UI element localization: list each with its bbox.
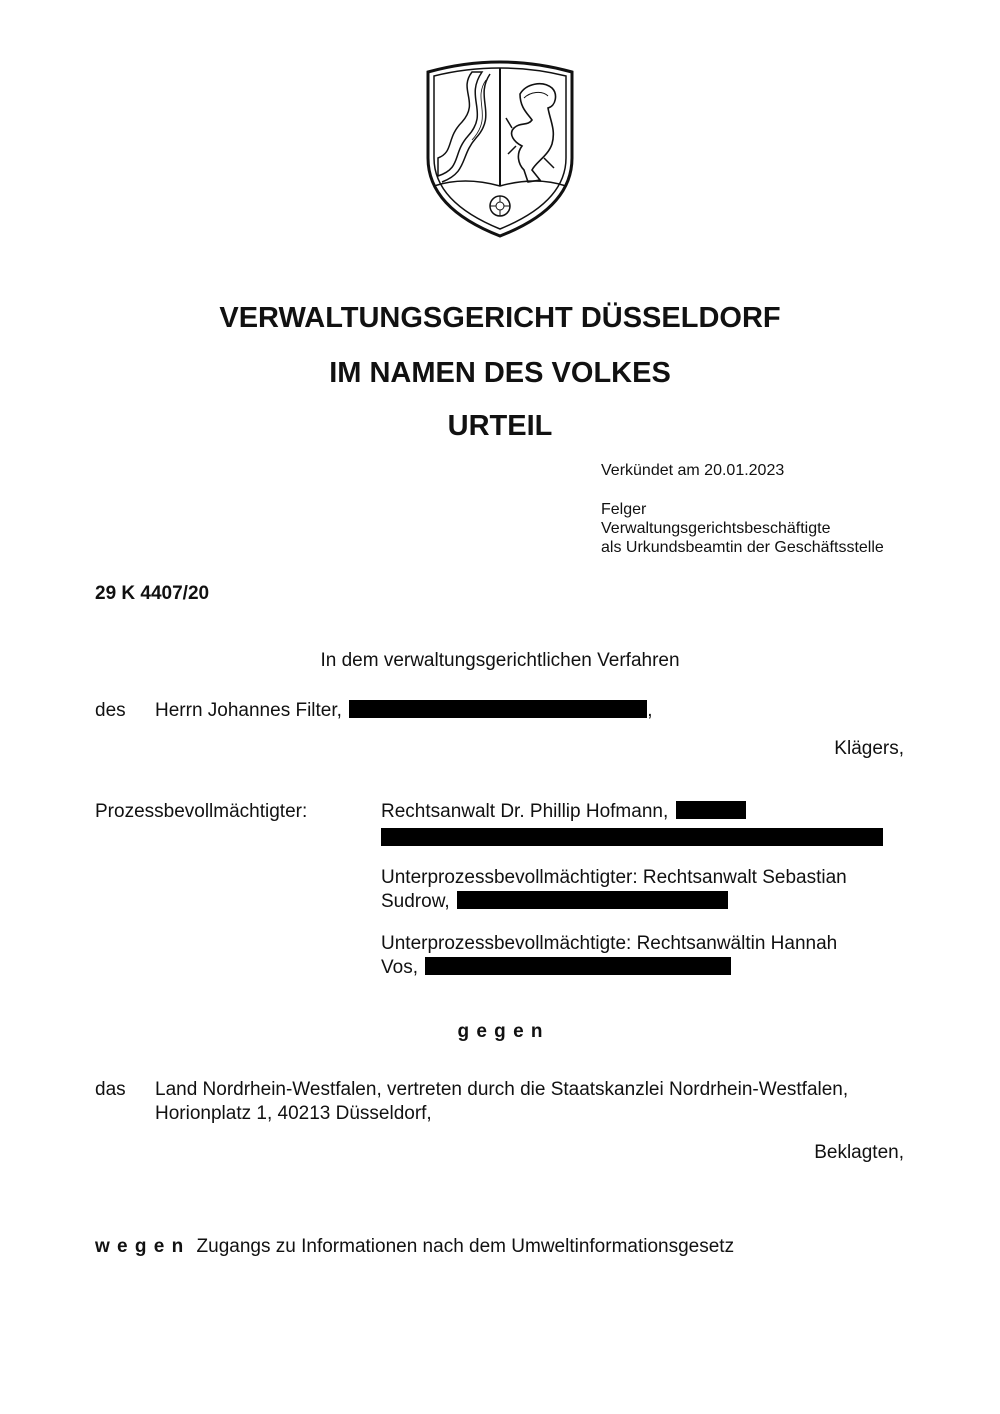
document-type: URTEIL: [447, 410, 553, 442]
judgment-formula: IM NAMEN DES VOLKES: [329, 357, 671, 389]
redaction-bar: [457, 891, 728, 909]
redaction-bar: [676, 801, 746, 819]
plaintiff-name: Herrn Johannes Filter,: [155, 700, 342, 721]
court-name: VERWALTUNGSGERICHT DÜSSELDORF: [219, 302, 781, 334]
redaction-bar: [349, 700, 647, 718]
counsel-main: [381, 800, 746, 824]
clerk-name: Felger: [601, 501, 647, 518]
pronouncement-date: Verkündet am 20.01.2023: [601, 462, 785, 479]
nrw-coat-of-arms-icon: [424, 58, 576, 238]
clerk-title: Verwaltungsgerichtsbeschäftigte: [601, 520, 831, 537]
sub-counsel-1-name: Sudrow,: [381, 891, 450, 912]
counsel-label: Prozessbevollmächtigter:: [95, 801, 308, 822]
defendant-role: Beklagten,: [814, 1142, 904, 1163]
subject-line: [95, 1235, 734, 1259]
case-number: 29 K 4407/20: [95, 583, 210, 604]
procedure-intro: In dem verwaltungsgerichtlichen Verfahren: [320, 650, 680, 671]
defendant-line1: Land Nordrhein-Westfalen, vertreten durch die Staatskanzlei Nordrhein-Westfalen,: [155, 1079, 849, 1100]
versus-label: g e g e n: [457, 1021, 543, 1042]
sub-counsel-2-name: Vos,: [381, 957, 418, 978]
plaintiff-line: [155, 699, 652, 723]
sub-counsel-2-line2: [381, 956, 731, 980]
subject-label: w e g e n: [95, 1236, 184, 1257]
plaintiff-prefix: des: [95, 700, 126, 721]
subject-text: Zugangs zu Informationen nach dem Umweltinformationsgesetz: [196, 1236, 735, 1257]
clerk-role: als Urkundsbeamtin der Geschäftsstelle: [601, 539, 884, 556]
redaction-bar: [425, 957, 731, 975]
sub-counsel-1-line2: [381, 890, 728, 914]
plaintiff-trailing-comma: ,: [647, 700, 653, 721]
counsel-main-name: Rechtsanwalt Dr. Phillip Hofmann,: [381, 801, 669, 822]
sub-counsel-2-line1: Unterprozessbevollmächtigte: Rechtsanwältin Hannah: [381, 933, 838, 954]
plaintiff-role: Klägers,: [834, 738, 904, 759]
defendant-line2: Horionplatz 1, 40213 Düsseldorf,: [155, 1103, 432, 1124]
counsel-address-line: [381, 828, 883, 849]
redaction-bar: [381, 828, 883, 846]
defendant-prefix: das: [95, 1079, 126, 1100]
sub-counsel-1-line1: Unterprozessbevollmächtigter: Rechtsanwalt Sebastian: [381, 867, 847, 888]
